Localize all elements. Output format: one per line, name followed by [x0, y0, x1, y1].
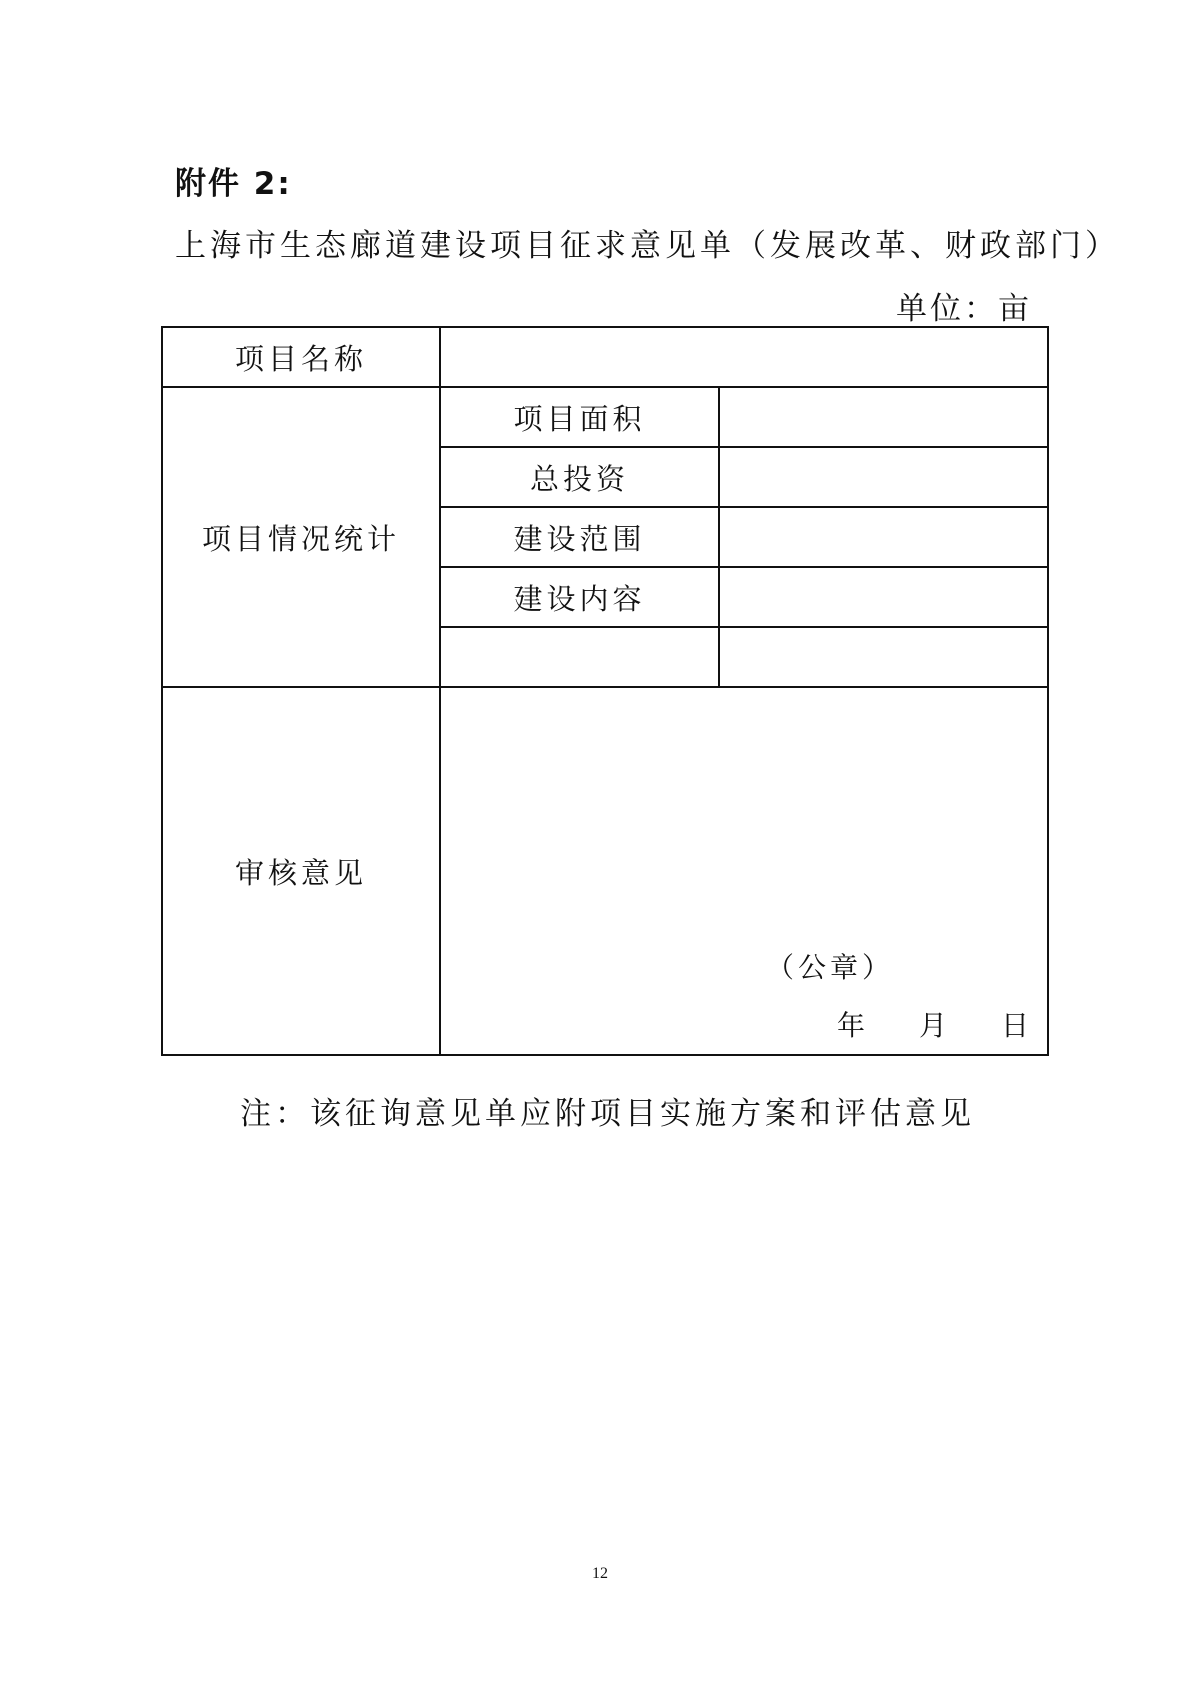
project-area-label: 项目面积	[440, 387, 719, 447]
construction-scope-label: 建设范围	[440, 507, 719, 567]
construction-content-label: 建设内容	[440, 567, 719, 627]
stats-label: 项目情况统计	[162, 387, 440, 687]
table-row	[162, 327, 1048, 387]
footnote: 注：该征询意见单应附项目实施方案和评估意见	[240, 1096, 975, 1132]
date-year-label: 年	[836, 1009, 869, 1042]
opinion-form-table	[161, 326, 1049, 1056]
table-row	[162, 387, 1048, 447]
project-name-label: 项目名称	[162, 327, 440, 387]
unit-label: 单位：亩	[896, 291, 1032, 327]
project-name-field[interactable]	[440, 327, 1048, 387]
opinion-field[interactable]	[440, 687, 1048, 1055]
total-investment-field[interactable]	[719, 447, 1048, 507]
total-investment-label: 总投资	[440, 447, 719, 507]
attachment-label: 附件 2:	[175, 166, 292, 202]
extra-value-cell[interactable]	[719, 627, 1048, 687]
date-line	[837, 1004, 1033, 1044]
date-month-label: 月	[918, 1009, 951, 1042]
opinion-label: 审核意见	[162, 687, 440, 1055]
date-day-label: 日	[1000, 1009, 1033, 1042]
page-number: 12	[592, 1565, 608, 1582]
construction-content-field[interactable]	[719, 567, 1048, 627]
table-row	[162, 687, 1048, 1055]
extra-label-cell[interactable]	[440, 627, 719, 687]
project-area-field[interactable]	[719, 387, 1048, 447]
form-title: 上海市生态廊道建设项目征求意见单（发展改革、财政部门）	[175, 228, 1120, 264]
construction-scope-field[interactable]	[719, 507, 1048, 567]
official-seal-label: （公章）	[766, 951, 895, 984]
